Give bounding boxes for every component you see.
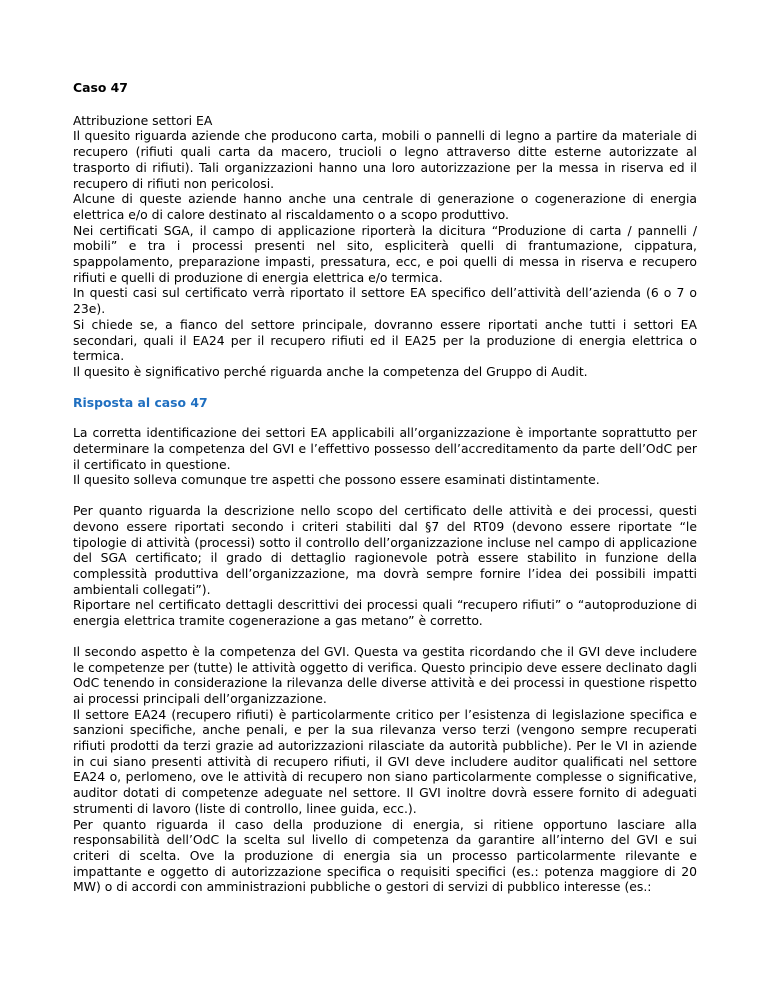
question-heading: Attribuzione settori EA: [73, 112, 213, 128]
answer-heading: Risposta al caso 47: [73, 394, 208, 410]
case-title: Caso 47: [73, 80, 128, 95]
answer-paragraph: Il settore EA24 (recupero rifiuti) è particolarmente critico per l’esistenza di legislazione specifica e sanzioni specifiche, anche penali, e per la sua rilevanza verso terzi (vengono sempre recuperati rifiuti prodotti da terzi grazie ad autorizzazioni rilasciate da autorità pubbliche). Per le VI in aziende in cui siano presenti attività di recupero rifiuti, il GVI deve includere auditor qualificati nel settore EA24 o, perlomeno, ove le attività di recupero non siano particolarmente complesse o significative, auditor dotati di competenze adeguate nel settore. Il GVI inoltre dovrà essere fornito di adeguati strumenti di lavoro (liste di controllo, linee guida, ecc.).: [73, 706, 697, 816]
question-paragraph: Il quesito riguarda aziende che producono carta, mobili o pannelli di legno a partire da materiale di recupero (rifiuti quali carta da macero, trucioli o legno attraverso ditte esterne autorizzate al trasporto di rifiuti). Tali organizzazioni hanno una loro autorizzazione per la messa in riserva ed il recupero di rifiuti non pericolosi.: [73, 128, 697, 191]
answer-paragraph: Il quesito solleva comunque tre aspetti che possono essere esaminati distintamente.: [73, 472, 600, 488]
answer-paragraph: Riportare nel certificato dettagli descrittivi dei processi quali “recupero rifiuti” o “autoproduzione di energia elettrica tramite cogenerazione a gas metano” è corretto.: [73, 597, 697, 629]
question-paragraph: Si chiede se, a fianco del settore principale, dovranno essere riportati anche tutti i settori EA secondari, quali il EA24 per il recupero rifiuti ed il EA25 per la produzione di energia elettrica o termica.: [73, 316, 697, 364]
answer-block-intro: [73, 425, 697, 488]
answer-block-competence: [73, 644, 697, 895]
answer-block-scope: [73, 503, 697, 629]
question-paragraph: Nei certificati SGA, il campo di applicazione riporterà la dicitura “Produzione di carta / pannelli / mobili” e tra i processi presenti nel sito, espliciterà quelli di frantumazione, cippatura, spappolamento, preparazione impasti, pressatura, ecc, e poi quelli di messa in riserva e recupero rifiuti e quelli di produzione di energia elettrica e/o termica.: [73, 222, 697, 285]
question-paragraph: Il quesito è significativo perché riguarda anche la competenza del Gruppo di Audit.: [73, 363, 588, 379]
answer-paragraph: Per quanto riguarda la descrizione nello scopo del certificato delle attività e dei processi, questi devono essere riportati secondo i criteri stabiliti dal §7 del RT09 (devono essere riportate “le tipologie di attività (processi) sotto il controllo dell’organizzazione incluse nel campo di applicazione del SGA certificato; il grado di dettaglio ragionevole potrà essere stabilito in funzione della complessità produttiva dell’organizzazione, ma dovrà sempre fornire l’idea dei possibili impatti ambientali collegati”).: [73, 503, 697, 597]
answer-paragraph: Il secondo aspetto è la competenza del GVI. Questa va gestita ricordando che il GVI deve includere le competenze per (tutte) le attività oggetto di verifica. Questo principio deve essere declinato dagli OdC tenendo in considerazione la rilevanza delle diverse attività e dei processi in questione rispetto ai processi principali dell’organizzazione.: [73, 643, 697, 706]
question-section: [73, 113, 697, 380]
answer-paragraph: Per quanto riguarda il caso della produzione di energia, si ritiene opportuno lasciare alla responsabilità dell’OdC la scelta sul livello di competenza da garantire all’interno del GVI e sui criteri di scelta. Ove la produzione di energia sia un processo particolarmente rilevante e impattante e oggetto di autorizzazione specifica o requisiti specifici (es.: potenza maggiore di 20 MW) o di accordi con amministrazioni pubbliche o gestori di servizi di pubblico interesse (es.:: [73, 816, 697, 895]
answer-paragraph: La corretta identificazione dei settori EA applicabili all’organizzazione è importante soprattutto per determinare la competenza del GVI e l’effettivo possesso dell’accreditamento da parte dell’OdC per il certificato in questione.: [73, 425, 697, 472]
question-paragraph: Alcune di queste aziende hanno anche una centrale di generazione o cogenerazione di energia elettrica e/o di calore destinato al riscaldamento o a scopo produttivo.: [73, 191, 697, 222]
question-paragraph: In questi casi sul certificato verrà riportato il settore EA specifico dell’attività dell’azienda (6 o 7 o 23e).: [73, 285, 697, 317]
document-page: [73, 80, 697, 910]
